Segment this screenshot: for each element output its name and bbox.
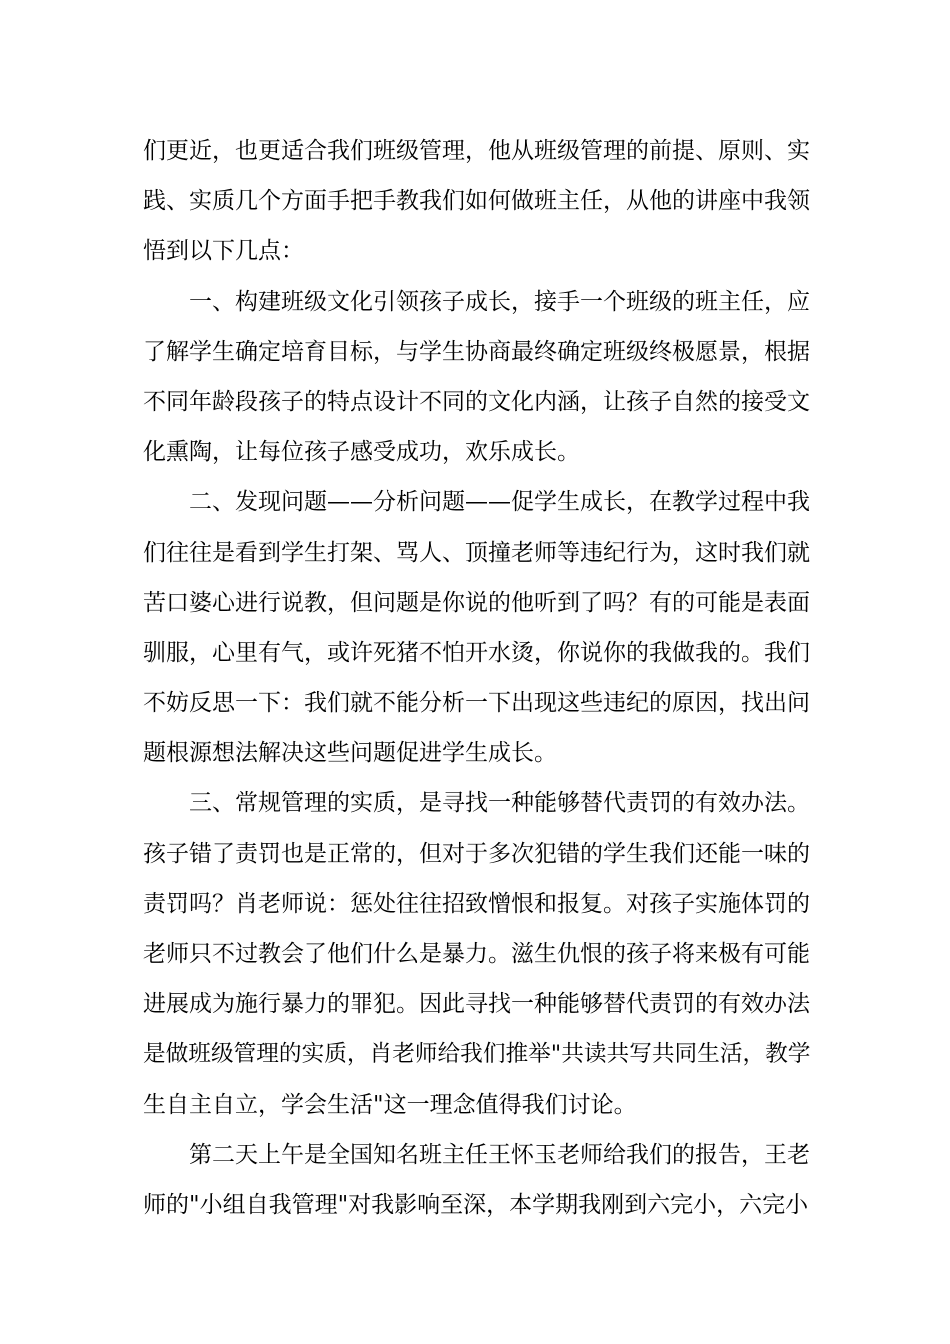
text-line: 驯服，心里有气，或许死猪不怕开水烫，你说你的我做我的。我们	[143, 639, 810, 666]
text-line: 们更近，也更适合我们班级管理，他从班级管理的前提、原则、实	[143, 138, 810, 164]
paragraph-first-line: 三、常规管理的实质，是寻找一种能够替代责罚的有效办法。	[189, 790, 810, 817]
text-line: 老师只不过教会了他们什么是暴力。滋生仇恨的孩子将来极有可能	[143, 941, 810, 967]
paragraph-first-line: 一、构建班级文化引领孩子成长，接手一个班级的班主任，应	[189, 288, 810, 315]
text-line: 悟到以下几点：	[143, 238, 304, 265]
text-line: 不同年龄段孩子的特点设计不同的文化内涵，让孩子自然的接受文	[143, 388, 810, 415]
paragraph-first-line: 第二天上午是全国知名班主任王怀玉老师给我们的报告，王老	[189, 1141, 810, 1168]
text-line: 是做班级管理的实质，肖老师给我们推举"共读共写共同生活，教学	[143, 1041, 811, 1068]
text-line: 题根源想法解决这些问题促进学生成长。	[143, 740, 557, 767]
text-line: 责罚吗？肖老师说：惩处往往招致憎恨和报复。对孩子实施体罚的	[143, 890, 810, 917]
paragraph-first-line: 二、发现问题——分析问题——促学生成长，在教学过程中我	[189, 489, 810, 516]
text-line: 师的"小组自我管理"对我影响至深，本学期我刚到六完小，六完小	[143, 1191, 809, 1218]
text-line: 进展成为施行暴力的罪犯。因此寻找一种能够替代责罚的有效办法	[143, 991, 810, 1018]
text-line: 孩子错了责罚也是正常的，但对于多次犯错的学生我们还能一味的	[143, 840, 810, 867]
text-line: 们往往是看到学生打架、骂人、顶撞老师等违纪行为，这时我们就	[143, 539, 810, 566]
document-body-text	[143, 126, 811, 1230]
text-line: 生自主自立，学会生活"这一理念值得我们讨论。	[143, 1091, 637, 1118]
text-line: 了解学生确定培育目标，与学生协商最终确定班级终极愿景，根据	[143, 338, 810, 365]
text-line: 苦口婆心进行说教，但问题是你说的他听到了吗？有的可能是表面	[143, 589, 810, 616]
text-line: 化熏陶，让每位孩子感受成功，欢乐成长。	[143, 439, 580, 466]
text-line: 不妨反思一下：我们就不能分析一下出现这些违纪的原因，找出问	[143, 690, 810, 717]
text-line: 践、实质几个方面手把手教我们如何做班主任，从他的讲座中我领	[143, 188, 810, 215]
